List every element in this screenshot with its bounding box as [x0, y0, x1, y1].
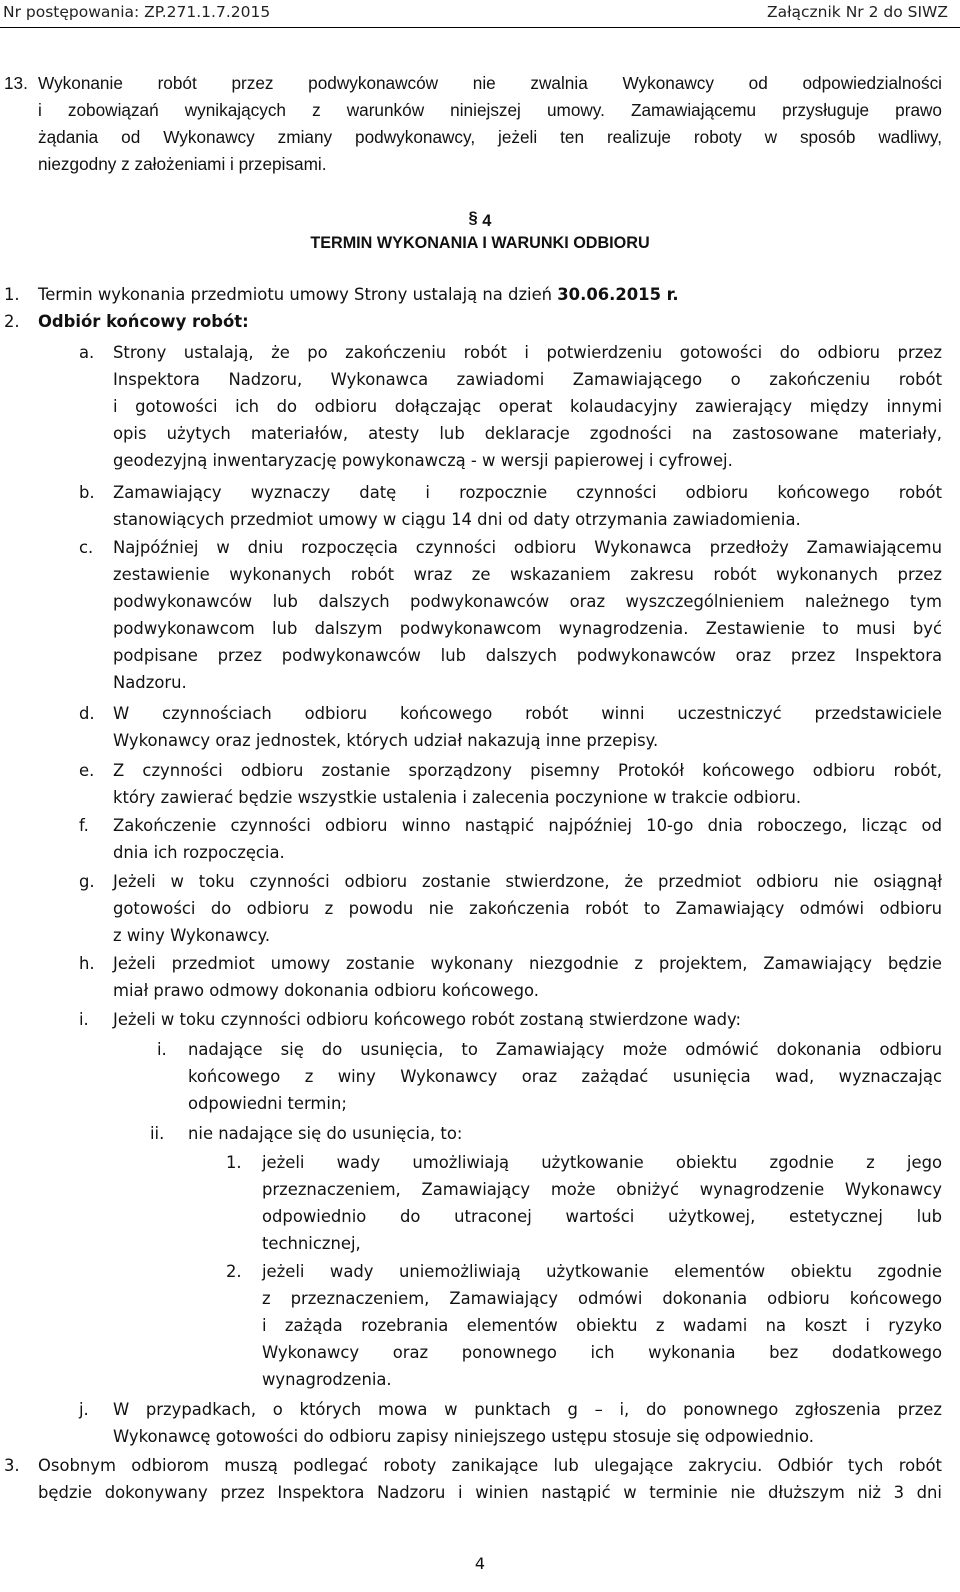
sub-i-roman-2-number: ii.	[150, 1124, 165, 1143]
sub-i-2-item-1-line: przeznaczeniem, Zamawiający może obniżyć wynagrodzenie Wykonawcy	[262, 1180, 942, 1199]
page-number: 4	[474, 1554, 486, 1573]
sub-a-line: opis użytych materiałów, atesty lub deklaracje zgodności na zastosowane materiały,	[113, 424, 942, 443]
item-2-title-text: Odbiór końcowy robót:	[38, 312, 249, 331]
item-3-line: będzie dokonywany przez Inspektora Nadzoru i winien nastąpić w terminie nie dłuższym niż 3 dni	[38, 1483, 942, 1502]
sub-j-line: Wykonawcę gotowości do odbioru zapisy niniejszego ustępu stosuje się odpowiednio.	[113, 1427, 814, 1446]
sub-f-line: Zakończenie czynności odbioru winno nastąpić najpóźniej 10-go dnia roboczego, licząc od	[113, 816, 942, 835]
sub-d-number: d.	[79, 704, 95, 723]
sub-g-text	[113, 868, 942, 949]
sub-i-2-item-1-number: 1.	[226, 1153, 242, 1172]
sub-b-line: stanowiących przedmiot umowy w ciągu 14 dni od daty otrzymania zawiadomienia.	[113, 510, 801, 529]
sub-e-line: który zawierać będzie wszystkie ustalenia i zalecenia poczynione w trakcie odbioru.	[113, 788, 802, 807]
sub-i-roman-1-number: i.	[157, 1040, 167, 1059]
sub-f-line: dnia ich rozpoczęcia.	[113, 843, 285, 862]
sub-i-2-item-2-line: jeżeli wady uniemożliwiają użytkowanie elementów obiektu zgodnie	[262, 1262, 942, 1281]
sub-i-2-item-2-line: Wykonawcy oraz ponownego ich wykonania bez dodatkowego	[262, 1343, 942, 1362]
sub-e-number: e.	[79, 761, 95, 780]
item-13-line: i zobowiązań wynikających z warunków niniejszej umowy. Zamawiającemu przysługuje prawo	[38, 100, 942, 120]
sub-h-text	[113, 950, 942, 1004]
sub-b-line: Zamawiający wyznaczy datę i rozpocznie czynności odbioru końcowego robót	[113, 483, 942, 502]
sub-c-line: Nadzoru.	[113, 673, 187, 692]
sub-d-line: W czynnościach odbioru końcowego robót winni uczestniczyć przedstawiciele	[113, 704, 942, 723]
sub-i-roman-2-text	[188, 1120, 942, 1147]
sub-i-2-item-2-line: wynagrodzenia.	[262, 1370, 392, 1389]
sub-f-number: f.	[79, 816, 89, 835]
attachment-label: Załącznik Nr 2 do SIWZ	[767, 3, 948, 21]
sub-i-2-item-1-line: odpowiednio do utraconej wartości użytkowej, estetycznej lub	[262, 1207, 942, 1226]
item-13-number: 13.	[4, 73, 28, 93]
procedure-number: Nr postępowania: ZP.271.1.7.2015	[3, 3, 271, 21]
item-1-date: 30.06.2015 r.	[557, 285, 679, 304]
section-title: TERMIN WYKONANIA I WARUNKI ODBIORU	[310, 234, 650, 252]
item-2-title	[38, 308, 942, 335]
sub-a-text	[113, 339, 942, 474]
item-1-text	[38, 281, 942, 308]
sub-c-line: podwykonawców lub dalszych podwykonawców oraz wyszczególnieniem należnego tym	[113, 592, 942, 611]
sub-j-line: W przypadkach, o których mowa w punktach g – i, do ponownego zgłoszenia przez	[113, 1400, 942, 1419]
sub-h-line: Jeżeli przedmiot umowy zostanie wykonany niezgodnie z projektem, Zamawiający będzie	[113, 954, 942, 973]
sub-g-line: gotowości do odbioru z powodu nie zakończenia robót to Zamawiający odmówi odbioru	[113, 899, 942, 918]
sub-c-text	[113, 534, 942, 696]
page-header	[3, 3, 948, 27]
section-number	[0, 209, 960, 231]
sub-i-roman-1-line: nadające się do usunięcia, to Zamawiający może odmówić dokonania odbioru	[188, 1040, 942, 1059]
sub-a-line: geodezyjną inwentaryzację powykonawczą - w wersji papierowej i cyfrowej.	[113, 451, 733, 470]
item-13-line: żądania od Wykonawcy zmiany podwykonawcy, jeżeli ten realizuje roboty w sposób wadliwy,	[38, 127, 942, 147]
sub-j-text	[113, 1396, 942, 1450]
sub-g-number: g.	[79, 872, 95, 891]
sub-a-line: Strony ustalają, że po zakończeniu robót i potwierdzeniu gotowości do odbioru przez	[113, 343, 942, 362]
sub-f-text	[113, 812, 942, 866]
item-3-line: Osobnym odbiorom muszą podlegać roboty zanikające lub ulegające zakryciu. Odbiór tych robót	[38, 1456, 942, 1475]
sub-c-line: podwykonawcom lub dalszym podwykonawcom wynagrodzenia. Zestawienie to musi być	[113, 619, 942, 638]
sub-i-2-item-2-text	[262, 1258, 942, 1393]
item-3-text	[38, 1452, 942, 1506]
item-3-number: 3.	[4, 1456, 20, 1475]
sub-c-line: podpisane przez podwykonawców lub dalszych podwykonawców oraz przez Inspektora	[113, 646, 942, 665]
sub-i-2-item-1-line: jeżeli wady umożliwiają użytkowanie obiektu zgodnie z jego	[262, 1153, 942, 1172]
sub-h-line: miał prawo odmowy dokonania odbioru końcowego.	[113, 981, 539, 1000]
item-1-label: Termin wykonania przedmiotu umowy Strony ustalają na dzień	[38, 285, 558, 304]
section-symbol: §	[468, 209, 478, 227]
sub-i-2-item-1-line: technicznej,	[262, 1234, 361, 1253]
sub-i-roman-1-line: odpowiedni termin;	[188, 1094, 347, 1113]
sub-i-2-item-1-text	[262, 1149, 942, 1257]
section-number-value: 4	[482, 212, 492, 230]
sub-j-number: j.	[79, 1400, 89, 1419]
sub-i-2-item-2-line: z przeznaczeniem, Zamawiający odmówi dokonania odbioru końcowego	[262, 1289, 942, 1308]
sub-i-roman-2-line: nie nadające się do usunięcia, to:	[188, 1124, 463, 1143]
sub-i-roman-1-text	[188, 1036, 942, 1117]
sub-a-line: Inspektora Nadzoru, Wykonawca zawiadomi Zamawiającego o zakończeniu robót	[113, 370, 942, 389]
sub-i-line: Jeżeli w toku czynności odbioru końcowego robót zostaną stwierdzone wady:	[113, 1010, 742, 1029]
item-13-text	[38, 70, 942, 178]
item-13-line: niezgodny z założeniami i przepisami.	[38, 154, 327, 174]
sub-i-roman-1-line: końcowego z winy Wykonawcy oraz zażądać usunięcia wad, wyznaczając	[188, 1067, 942, 1086]
sub-c-line: Najpóźniej w dniu rozpoczęcia czynności odbioru Wykonawca przedłoży Zamawiającemu	[113, 538, 942, 557]
item-13-line: Wykonanie robót przez podwykonawców nie zwalnia Wykonawcy od odpowiedzialności	[38, 73, 942, 93]
sub-i-2-item-2-number: 2.	[226, 1262, 242, 1281]
sub-i-text	[113, 1006, 942, 1033]
sub-i-number: i.	[79, 1010, 89, 1029]
sub-e-line: Z czynności odbioru zostanie sporządzony pisemny Protokół końcowego odbioru robót,	[113, 761, 942, 780]
sub-d-line: Wykonawcy oraz jednostek, których udział nakazują inne przepisy.	[113, 731, 659, 750]
sub-c-line: zestawienie wykonanych robót wraz ze wskazaniem zakresu robót wykonanych przez	[113, 565, 942, 584]
sub-g-line: z winy Wykonawcy.	[113, 926, 271, 945]
sub-e-text	[113, 757, 942, 811]
sub-a-number: a.	[79, 343, 95, 362]
sub-g-line: Jeżeli w toku czynności odbioru zostanie stwierdzone, że przedmiot odbioru nie osiągnął	[113, 872, 942, 891]
sub-h-number: h.	[79, 954, 95, 973]
sub-c-number: c.	[79, 538, 94, 557]
sub-a-line: i gotowości ich do odbioru dołączając operat kolaudacyjny zawierający między innymi	[113, 397, 942, 416]
item-2-number: 2.	[4, 312, 20, 331]
sub-i-2-item-2-line: i zażąda rozebrania elementów obiektu z wadami na koszt i ryzyko	[262, 1316, 942, 1335]
sub-b-number: b.	[79, 483, 95, 502]
header-rule	[0, 27, 960, 28]
sub-d-text	[113, 700, 942, 754]
item-1-number: 1.	[4, 285, 20, 304]
sub-b-text	[113, 479, 942, 533]
